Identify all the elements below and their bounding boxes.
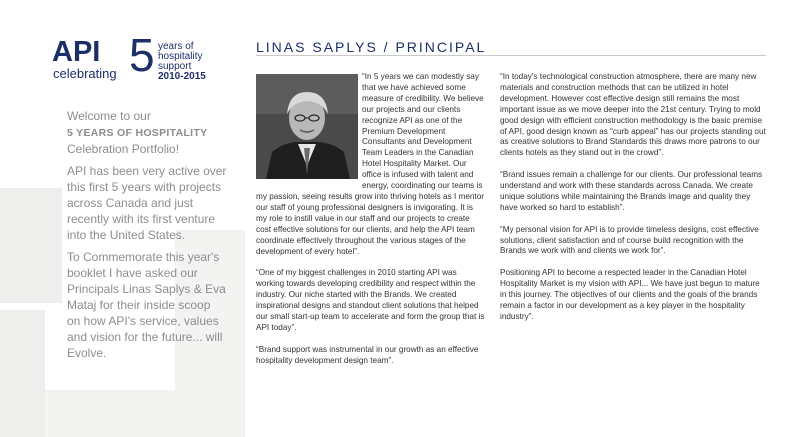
quote-paragraph: “In today's technological construction atmosphere, there are many new materials and construction methods that can be utilized in hotel development. However cost effective design still remains the most important issue as we move deeper into the 21st century. Trying to mold good design with efficient construction methodology is the basic premise of API, good design known as “curb appeal” has our projects standing out as creative solutions to Brand Standards this draws more patrons to our clients hotels as they stand out in the crowd”. [500,72,766,158]
logo-years-line: hospitality [158,51,203,62]
column-left [256,72,486,377]
column-right [500,72,768,334]
logo-celebrating-text: celebrating [53,66,117,81]
logo-api-text: API [52,36,101,68]
logo-years-line: support [158,61,192,72]
intro-text [67,108,227,367]
sidebar [0,0,245,437]
intro-paragraph: API has been very active over this first 5 years with projects across Canada and just recently with its first venture into the United States. [67,164,227,242]
logo-date-range: 2010-2015 [158,71,206,82]
quote-paragraph: “Brand issues remain a challenge for our clients. Our professional teams understand and work with these standards across Canada. We create unique solutions while maintaining the Brands image and quality they have worked so hard to establish”. [500,170,763,212]
logo-number: 5 [129,29,155,81]
decorative-block [45,390,175,437]
api-logo [52,29,242,88]
decorative-block [0,188,62,303]
page-title: LINAS SAPLYS / PRINCIPAL [256,39,487,55]
photo-wrap-space [256,72,362,182]
quote-paragraph: “In 5 years we can modestly say that we have achieved some measure of credibility. We believe our projects and our clients recognize API as one of the Premium Development Consultants and Development Team Leaders in the Canadian Hotel Hospitality Market. Our office is infused with talent and energy, coordinating our teams is my passion, seeing results grow into thriving hotels as I mentor our staff of young professional designers is invigorating. It is my role to instill value in our staff and our projects to create cost effective solutions for our clients, and help the API team coordinate effectively throughout the various stages of the development of every hotel”. [256,72,484,256]
intro-welcome [67,108,227,157]
quote-paragraph: “Brand support was instrumental in our growth as an effective hospitality development design team”. [256,344,479,365]
logo-years-text [158,42,202,72]
years-heading: 5 YEARS OF HOSPITALITY [67,127,208,139]
quote-paragraph: “One of my biggest challenges in 2010 starting API was working towards developing credibility and respect within the industry. Our niche started with the Brands. We created inspirational designs and standout client solutions that helped our small start-up team to accelerate and form the group that is API today”. [256,268,485,332]
divider [256,55,766,56]
decorative-block [0,310,45,437]
intro-paragraph: To Commemorate this year's booklet I have asked our Principals Linas Saplys & Eva Mataj for their inside scoop on how API's service, values and vision for the future... will Evolve. [67,250,226,360]
welcome-line: Welcome to our [67,109,151,123]
quote-paragraph: Positioning API to become a respected leader in the Canadian Hotel Hospitality Market is my vision with API... We have just begun to mature in this journey. The objectives of our clients and the goals of the brands remain a factor in our development as a key player in the hospitality industry”. [500,268,760,321]
logo-years-line: years of [158,41,194,52]
quote-paragraph: “My personal vision for API is to provide timeless designs, cost effective solutions, client satisfaction and of course build recognition with the Brands we work with and clients we work for”. [500,224,759,256]
portfolio-line: Celebration Portfolio! [67,142,180,156]
